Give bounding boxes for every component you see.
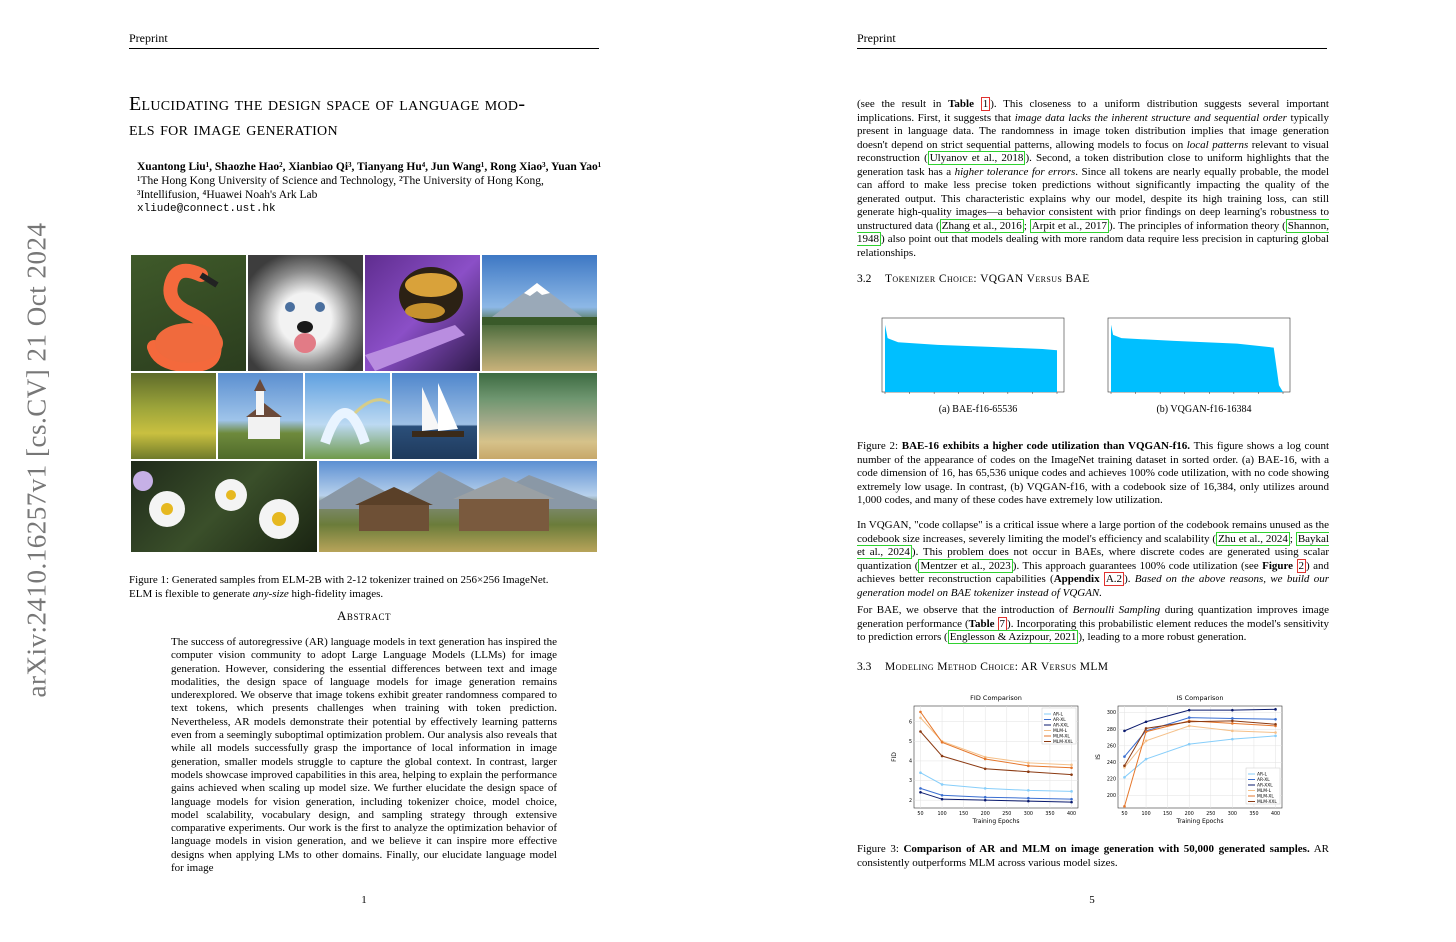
paragraph-uniformity xyxy=(857,98,1329,260)
paper-page-5 xyxy=(728,0,1456,942)
y-tick-label: 280 xyxy=(1106,727,1116,733)
citation-baykal[interactable]: Baykal et al., 2024 xyxy=(857,532,1329,558)
x-tick-label: 100 xyxy=(1141,812,1151,817)
chart-title: FID Comparison xyxy=(970,694,1022,702)
x-tick-label: 50 xyxy=(1121,812,1128,817)
table-ref-label: Table xyxy=(968,617,998,630)
section-3-2-heading xyxy=(857,273,1090,285)
caption-body: This figure shows a log count number of the appearance of codes on the ImageNet training dataset in sorted order. (a) BAE-16, with a code dimension of 16, has 65,536 unique codes and achieves 100% code utilization, with no code showing extremely low usage. In contrast, (b) VQGAN-f16, with a codebook size of 16,384, only utilizes around 1,000 codes, and many of these codes have extremely low utilization. xyxy=(857,440,1329,506)
y-tick-label: 260 xyxy=(1106,744,1116,750)
sample-image-flamingo xyxy=(131,255,246,371)
series-line-ar-xl xyxy=(920,788,1071,799)
code-usage-area xyxy=(1111,325,1283,392)
arxiv-identifier: arXiv:2410.16257v1 [cs.CV] 21 Oct 2024 xyxy=(21,222,52,698)
data-point xyxy=(1070,801,1073,804)
is-comparison-svg xyxy=(1092,690,1288,830)
emphasis-text: image data lacks the inherent structure and sequential order xyxy=(1014,111,1287,124)
citation-mentzer[interactable]: Mentzer et al., 2023 xyxy=(920,559,1011,572)
figure-2b-histogram xyxy=(1094,312,1306,400)
figure-1-caption-lead: ELM is flexible to generate xyxy=(129,587,253,600)
y-tick-label: 6 xyxy=(908,720,912,726)
legend-entry: MLM-L xyxy=(1257,789,1272,795)
data-point xyxy=(1231,738,1234,741)
citation-shannon[interactable]: Shannon, 1948 xyxy=(857,219,1329,245)
figure-1-caption-line-1: Figure 1: Generated samples from ELM-2B with 2-12 tokenizer trained on 256×256 ImageNet. xyxy=(129,574,549,586)
legend-entry: MLM-XL xyxy=(1053,734,1070,740)
author-block xyxy=(137,160,637,216)
x-tick-label: 150 xyxy=(959,812,969,817)
chart-title: IS Comparison xyxy=(1176,694,1224,702)
data-point xyxy=(1070,773,1073,776)
legend-entry: AR-XL xyxy=(1257,778,1270,784)
sample-image-daisies xyxy=(131,461,317,552)
legend-entry: AR-XXL xyxy=(1257,783,1273,789)
citation-ulyanov[interactable]: Ulyanov et al., 2018 xyxy=(929,152,1024,164)
data-point xyxy=(1188,709,1191,712)
legend-entry: MLM-L xyxy=(1053,729,1068,735)
figure-2a-plot xyxy=(868,312,1080,400)
running-head: Preprint xyxy=(129,31,599,49)
emphasis-text: Based on the above reasons, we build our generation model on BAE tokenizer instead of VQGAN. xyxy=(857,573,1329,599)
figure-1-caption-tail: high-fidelity images. xyxy=(288,587,384,600)
y-tick-label: 2 xyxy=(908,798,912,804)
data-point xyxy=(919,787,922,790)
data-point xyxy=(1145,758,1148,761)
data-point xyxy=(919,716,922,719)
emphasis-text: higher tolerance for errors xyxy=(954,165,1076,178)
data-point xyxy=(1274,735,1277,738)
x-tick-label: 50 xyxy=(917,812,924,817)
citation-arpit[interactable]: Arpit et al., 2017 xyxy=(1031,219,1107,232)
data-point xyxy=(1188,720,1191,723)
caption-bold: BAE-16 exhibits a higher code utilization than VQGAN-f16. xyxy=(901,440,1191,452)
series-line-ar-l xyxy=(920,773,1071,792)
data-point xyxy=(919,730,922,733)
data-point xyxy=(984,758,987,761)
text-run: ). Incorporating this probabilistic element reduces the model's sensitivity to prediction errors ( xyxy=(857,617,1329,643)
data-point xyxy=(984,796,987,799)
data-point xyxy=(1231,717,1234,720)
caption-label: Figure 2: xyxy=(857,440,902,452)
fid-comparison-chart xyxy=(888,690,1084,830)
data-point xyxy=(1188,725,1191,728)
text-run: . Since all tokens are nearly equally probable, the model can afford to make less precise token predictions without significantly impacting the quality of the generated output. This characteristic explains why our model, despite its high training loss, can still generate high-quality images—a behavior consistent with prior findings on deep learning's robustness to unstructured data ( xyxy=(857,165,1329,232)
page-number: 1 xyxy=(361,894,367,906)
data-point xyxy=(1027,762,1030,765)
y-tick-label: 5 xyxy=(908,739,912,745)
legend-entry: AR-XL xyxy=(1053,718,1066,724)
table-7-link[interactable]: 7 xyxy=(999,617,1006,630)
x-tick-label: 350 xyxy=(1045,812,1055,817)
data-point xyxy=(1145,727,1148,730)
data-point xyxy=(941,741,944,744)
author-names: Xuantong Liu¹, Shaozhe Hao², Xianbiao Qi³, Tianyang Hu⁴, Jun Wang¹, Rong Xiao³, Yuan Yao¹ xyxy=(137,161,602,173)
caption-bold: Comparison of AR and MLM on image generation with 50,000 generated samples. xyxy=(903,843,1310,855)
caption-label: Figure 3: xyxy=(857,843,904,855)
section-number: 3.2 xyxy=(857,273,872,285)
data-point xyxy=(1070,766,1073,769)
data-point xyxy=(1027,765,1030,768)
caption-body: AR consistently outperforms MLM across various model sizes. xyxy=(857,843,1329,869)
data-point xyxy=(1188,716,1191,719)
section-title: Tokenizer Choice: VQGAN Versus BAE xyxy=(885,273,1090,285)
x-tick-label: 300 xyxy=(1023,812,1033,817)
text-run: ). This approach guarantees 100% code utilization (see xyxy=(1012,559,1263,572)
fid-comparison-svg xyxy=(888,690,1084,830)
section-title: Modeling Method Choice: AR Versus MLM xyxy=(885,661,1109,673)
data-point xyxy=(941,755,944,758)
emphasis-text: local patterns xyxy=(1186,138,1249,151)
text-run: In VQGAN, "code collapse" is a critical issue where a large portion of the codebook remains unused as the codebook size increases, severely limiting the model's efficiency and scalability ( xyxy=(857,519,1329,545)
data-point xyxy=(1145,740,1148,743)
data-point xyxy=(919,711,922,714)
text-run: relevant to visual reconstruction ( xyxy=(857,138,1329,164)
figure-1-caption-line-2 xyxy=(129,588,599,602)
affiliation-line-2: ³Intellifusion, ⁴Huawei Noah's Ark Lab xyxy=(137,189,318,201)
y-axis-label: IS xyxy=(1095,754,1102,760)
title-line-1: Elucidating the design space of language mod- xyxy=(129,93,526,115)
data-point xyxy=(1123,764,1126,767)
section-number: 3.3 xyxy=(857,661,872,673)
y-tick-label: 4 xyxy=(908,759,912,765)
paper-title xyxy=(129,92,609,142)
data-point xyxy=(1027,770,1030,773)
emphasis-text: Bernoulli Sampling xyxy=(1072,604,1161,616)
data-point xyxy=(1188,743,1191,746)
data-point xyxy=(1231,730,1234,733)
abstract-heading: Abstract xyxy=(337,608,391,623)
legend-entry: MLM-XXL xyxy=(1053,740,1073,746)
data-point xyxy=(1145,720,1148,723)
citation-zhang[interactable]: Zhang et al., 2016 xyxy=(941,219,1022,232)
data-point xyxy=(1027,800,1030,803)
data-point xyxy=(1070,764,1073,767)
data-point xyxy=(941,798,944,801)
x-tick-label: 200 xyxy=(980,812,990,817)
y-axis-label: FID xyxy=(891,752,898,762)
data-point xyxy=(1231,722,1234,725)
sample-image-sailboat xyxy=(392,373,477,459)
x-tick-label: 250 xyxy=(1206,812,1216,817)
arxiv-stamp xyxy=(21,222,52,698)
text-run: ). Second, a token distribution close to uniform highlights that the generation task has a xyxy=(857,152,1329,178)
data-point xyxy=(1123,776,1126,779)
data-point xyxy=(1274,718,1277,721)
x-tick-label: 350 xyxy=(1249,812,1259,817)
section-3-3-heading xyxy=(857,661,1108,673)
text-run: ; xyxy=(1289,532,1296,545)
data-point xyxy=(1123,755,1126,758)
code-usage-area xyxy=(885,325,1057,392)
table-ref-label: Table xyxy=(948,98,981,110)
is-comparison-chart xyxy=(1092,690,1288,830)
citation-englesson[interactable]: Englesson & Azizpour, 2021 xyxy=(949,631,1077,643)
legend-entry: AR-XXL xyxy=(1053,723,1069,729)
figure-ref-label: Figure xyxy=(1262,559,1297,572)
figure-2a-histogram xyxy=(868,312,1080,400)
x-tick-label: 250 xyxy=(1002,812,1012,817)
y-tick-label: 200 xyxy=(1106,794,1116,800)
data-point xyxy=(1274,731,1277,734)
text-run: ). The principles of information theory ( xyxy=(1108,219,1286,232)
running-head: Preprint xyxy=(857,31,1327,49)
figure-1-sample-grid xyxy=(131,255,597,552)
data-point xyxy=(984,787,987,790)
data-point xyxy=(1123,730,1126,733)
figure-2-link[interactable]: 2 xyxy=(1298,559,1305,572)
data-point xyxy=(984,767,987,770)
sample-image-lake-shore xyxy=(479,373,597,459)
x-tick-label: 300 xyxy=(1227,812,1237,817)
sample-image-husky xyxy=(248,255,363,371)
figure-2b-subcaption: (b) VQGAN-f16-16384 xyxy=(1156,404,1252,415)
data-point xyxy=(1027,789,1030,792)
paragraph-bernoulli xyxy=(857,604,1329,645)
text-run: during quantization improves image generation performance ( xyxy=(857,604,1330,630)
sample-image-mountain-lake xyxy=(482,255,597,371)
text-run: ) also point out that models dealing with more random data require less precision in capturing global relationships. xyxy=(857,233,1329,259)
legend-entry: MLM-XXL xyxy=(1257,800,1277,806)
x-tick-label: 200 xyxy=(1184,812,1194,817)
y-tick-label: 3 xyxy=(908,779,912,785)
legend-entry: AR-L xyxy=(1257,772,1267,778)
figure-3-caption xyxy=(857,843,1329,870)
y-tick-label: 240 xyxy=(1106,760,1116,766)
figure-2b-plot xyxy=(1094,312,1306,400)
data-point xyxy=(1231,720,1234,723)
figure-2a-subcaption: (a) BAE-f16-65536 xyxy=(938,404,1018,415)
figure-1-caption-emphasis: any-size xyxy=(252,587,289,600)
author-email[interactable]: xliude@connect.ust.hk xyxy=(137,203,276,215)
text-run: ). xyxy=(1124,573,1135,585)
data-point xyxy=(984,799,987,802)
data-point xyxy=(1070,798,1073,801)
table-1-link[interactable]: 1 xyxy=(982,98,989,110)
text-run: ). This problem does not occur in BAEs, where discrete codes are generated using scalar quantization ( xyxy=(857,546,1329,572)
legend-entry: AR-L xyxy=(1053,712,1063,718)
data-point xyxy=(1274,723,1277,726)
legend-entry: MLM-XL xyxy=(1257,794,1274,800)
sample-image-bumblebee xyxy=(365,255,480,371)
data-point xyxy=(1070,790,1073,793)
title-line-2: els for image generation xyxy=(129,118,338,140)
text-run: typically present in language data. The randomness in image token distribution implies that image generation doesn't depend on strict sequential patterns, allowing models to focus on xyxy=(857,111,1329,151)
data-point xyxy=(941,794,944,797)
text-run: For BAE, we observe that the introduction of xyxy=(857,604,1073,616)
x-tick-label: 100 xyxy=(937,812,947,817)
x-axis-label: Training Epochs xyxy=(972,818,1020,825)
appendix-ref-label: Appendix xyxy=(1053,573,1104,585)
x-tick-label: 400 xyxy=(1066,812,1077,817)
appendix-a2-link[interactable]: A.2 xyxy=(1105,573,1123,585)
citation-zhu[interactable]: Zhu et al., 2024 xyxy=(1218,532,1288,545)
sample-image-yellow-flowers xyxy=(131,373,216,459)
y-tick-label: 300 xyxy=(1106,711,1116,717)
text-run: ). This closeness to a uniform distribution suggests several important implications. First, it suggests that xyxy=(857,98,1329,124)
figure-1-caption xyxy=(129,574,599,601)
data-point xyxy=(919,791,922,794)
data-point xyxy=(1231,709,1234,712)
sample-image-barns xyxy=(319,461,597,552)
text-run: ) and achieves better reconstruction capabilities ( xyxy=(857,559,1329,585)
abstract-body: The success of autoregressive (AR) language models in text generation has inspired the computer vision community to adopt Large Language Models (LLMs) for image generation. However, considering the essential differences between text and image modalities, the design space of language models for image generation remains underexplored. We observe that image tokens exhibit greater randomness compared to text tokens, which presents challenges when training with token prediction. Nevertheless, AR models demonstrate their potential by effectively learning patterns even from a seemingly suboptimal optimization problem. Our analysis also reveals that while all models successfully grasp the importance of local information in image generation, smaller models struggle to capture the global context. In contrast, larger models showcase improved capabilities in this area, helping to explain the performance gains achieved when scaling up model size. We further elucidate the design space of language models for vision generation, including tokenizer choice, model choice, model scalability, vocabulary design, and sampling strategy through extensive comparative experiments. Our work is the first to analyze the optimization behavior of language models in vision generation, and we believe it can inspire more effective designs when applying LMs to other domains. Finally, our elucidate language model for image xyxy=(171,636,557,875)
data-point xyxy=(919,771,922,774)
data-point xyxy=(1123,805,1126,808)
page-number: 5 xyxy=(1089,894,1095,906)
data-point xyxy=(1274,708,1277,711)
data-point xyxy=(941,783,944,786)
text-run: (see the result in xyxy=(857,98,949,110)
sample-image-fountain-rainbow xyxy=(305,373,390,459)
sample-image-church xyxy=(218,373,303,459)
figure-2-caption xyxy=(857,440,1329,508)
text-run: ; xyxy=(1023,219,1030,232)
x-tick-label: 150 xyxy=(1163,812,1173,817)
affiliation-line-1: ¹The Hong Kong University of Science and Technology, ²The University of Hong Kong, xyxy=(137,175,544,187)
x-axis-label: Training Epochs xyxy=(1176,818,1224,825)
x-tick-label: 400 xyxy=(1270,812,1281,817)
paragraph-code-collapse xyxy=(857,519,1329,600)
text-run: ), leading to a more robust generation. xyxy=(1078,631,1247,643)
data-point xyxy=(1027,797,1030,800)
y-tick-label: 220 xyxy=(1106,777,1116,783)
